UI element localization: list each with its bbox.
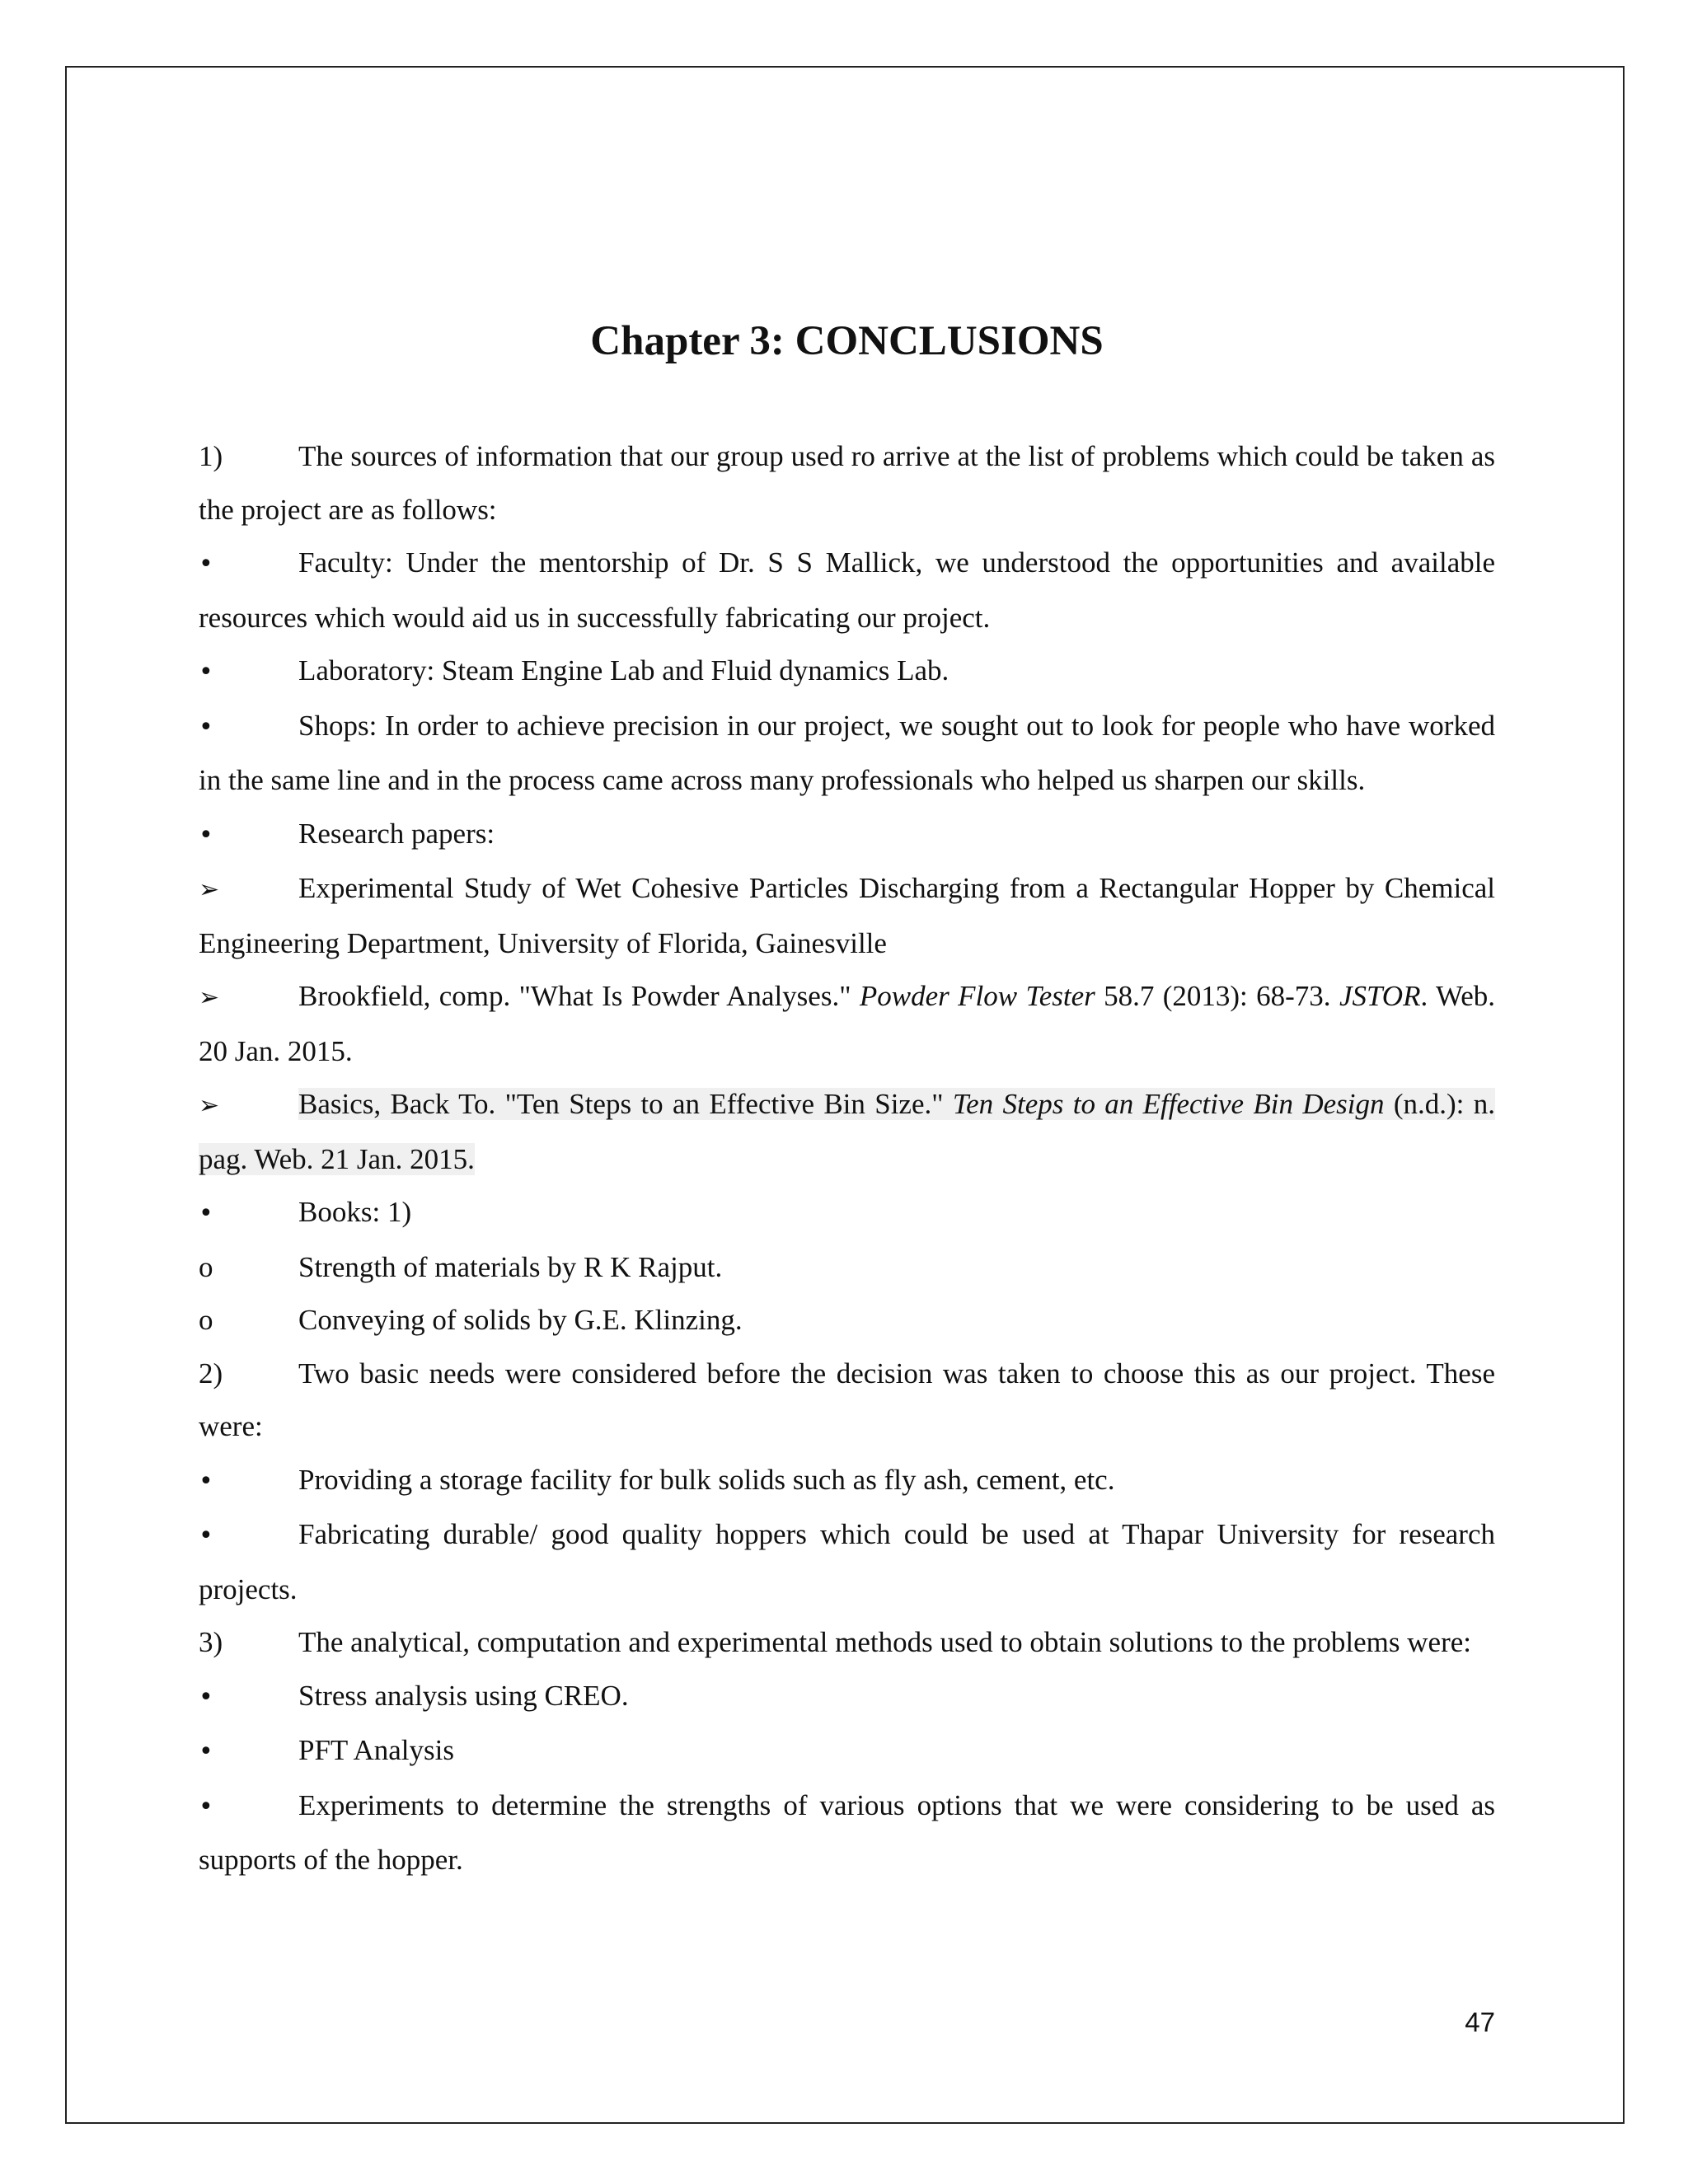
number-marker: 2)	[199, 1357, 223, 1390]
arrow-bullet-icon: ➢	[199, 1091, 220, 1120]
item-text: Fabricating durable/ good quality hoppers which could be used at Thapar University for research projects.	[199, 1518, 1495, 1605]
item-text: Books: 1)	[298, 1196, 412, 1228]
item-text: PFT Analysis	[298, 1734, 454, 1766]
bullet-icon: •	[199, 1521, 213, 1550]
item-text: Conveying of solids by G.E. Klinzing.	[298, 1304, 743, 1336]
item-text: Strength of materials by R K Rajput.	[298, 1250, 723, 1283]
list-item	[199, 1508, 1495, 1616]
circle-bullet-icon: o	[199, 1304, 213, 1336]
list-item	[199, 1294, 1495, 1347]
list-item	[199, 1779, 1495, 1887]
list-item	[199, 430, 1495, 537]
arrow-bullet-icon: ➢	[199, 875, 220, 904]
chapter-title: Chapter 3: CONCLUSIONS	[590, 318, 1104, 364]
number-marker: 1)	[199, 440, 223, 472]
list-item	[199, 1616, 1495, 1670]
page-number: 47	[1465, 2007, 1495, 2037]
list-item	[199, 1241, 1495, 1295]
item-text: Experiments to determine the strengths of various options that we were considering to be used as supports of the hopper.	[199, 1788, 1495, 1876]
list-item	[199, 862, 1495, 970]
bullet-icon: •	[199, 550, 213, 579]
item-text: Laboratory: Steam Engine Lab and Fluid dynamics Lab.	[298, 654, 950, 687]
bullet-icon: •	[199, 658, 213, 687]
bullet-icon: •	[199, 1737, 213, 1766]
citation-text: Brookfield, comp. "What Is Powder Analyses."	[298, 980, 860, 1012]
list-item	[199, 1186, 1495, 1241]
list-item	[199, 970, 1495, 1078]
item-text: The sources of information that our group used ro arrive at the list of problems which could be taken as the project are as follows:	[199, 440, 1495, 526]
item-text: Faculty: Under the mentorship of Dr. S S Mallick, we understood the opportunities and available resources which would aid us in successfully fabricating our project.	[199, 546, 1495, 634]
bullet-icon: •	[199, 820, 213, 850]
citation-text: (n.d.): n. pag. Web. 21 Jan. 2015.	[199, 1088, 1495, 1175]
item-text: Shops: In order to achieve precision in our project, we sought out to look for people who have worked in the same line and in the process came across many professionals who helped us sharpen our skills.	[199, 709, 1495, 796]
citation-source: Ten Steps to an Effective Bin Design	[952, 1088, 1385, 1120]
item-text: Research papers:	[298, 817, 495, 850]
citation-database: JSTOR	[1339, 980, 1421, 1012]
list-item	[199, 1347, 1495, 1454]
bullet-icon: •	[199, 1199, 213, 1228]
arrow-bullet-icon: ➢	[199, 983, 220, 1012]
number-marker: 3)	[199, 1626, 223, 1658]
list-item	[199, 1670, 1495, 1725]
citation-text: 58.7 (2013): 68-73.	[1095, 980, 1339, 1012]
citation-text: Basics, Back To. "Ten Steps to an Effective Bin Size."	[298, 1088, 953, 1120]
list-item	[199, 537, 1495, 644]
bullet-icon: •	[199, 1792, 213, 1821]
item-text: The analytical, computation and experimental methods used to obtain solutions to the problems were:	[298, 1626, 1471, 1658]
circle-bullet-icon: o	[199, 1250, 213, 1283]
item-text: Stress analysis using CREO.	[298, 1679, 629, 1712]
list-item	[199, 700, 1495, 808]
list-item	[199, 1078, 1495, 1186]
citation-text: . Web. 20 Jan. 2015.	[199, 980, 1495, 1067]
bullet-icon: •	[199, 1466, 213, 1496]
bullet-icon: •	[199, 1682, 213, 1712]
item-text: Two basic needs were considered before the decision was taken to choose this as our project. These were:	[199, 1357, 1495, 1442]
list-item	[199, 1454, 1495, 1509]
document-body	[199, 297, 1495, 1887]
item-text: Providing a storage facility for bulk solids such as fly ash, cement, etc.	[298, 1463, 1115, 1496]
item-text: Experimental Study of Wet Cohesive Particles Discharging from a Rectangular Hopper by Chemical Engineering Department, University of Florida, Gainesville	[199, 872, 1495, 959]
list-item	[199, 1724, 1495, 1779]
list-item	[199, 644, 1495, 700]
bullet-icon: •	[199, 712, 213, 742]
list-item	[199, 808, 1495, 863]
citation-source: Powder Flow Tester	[859, 980, 1095, 1012]
